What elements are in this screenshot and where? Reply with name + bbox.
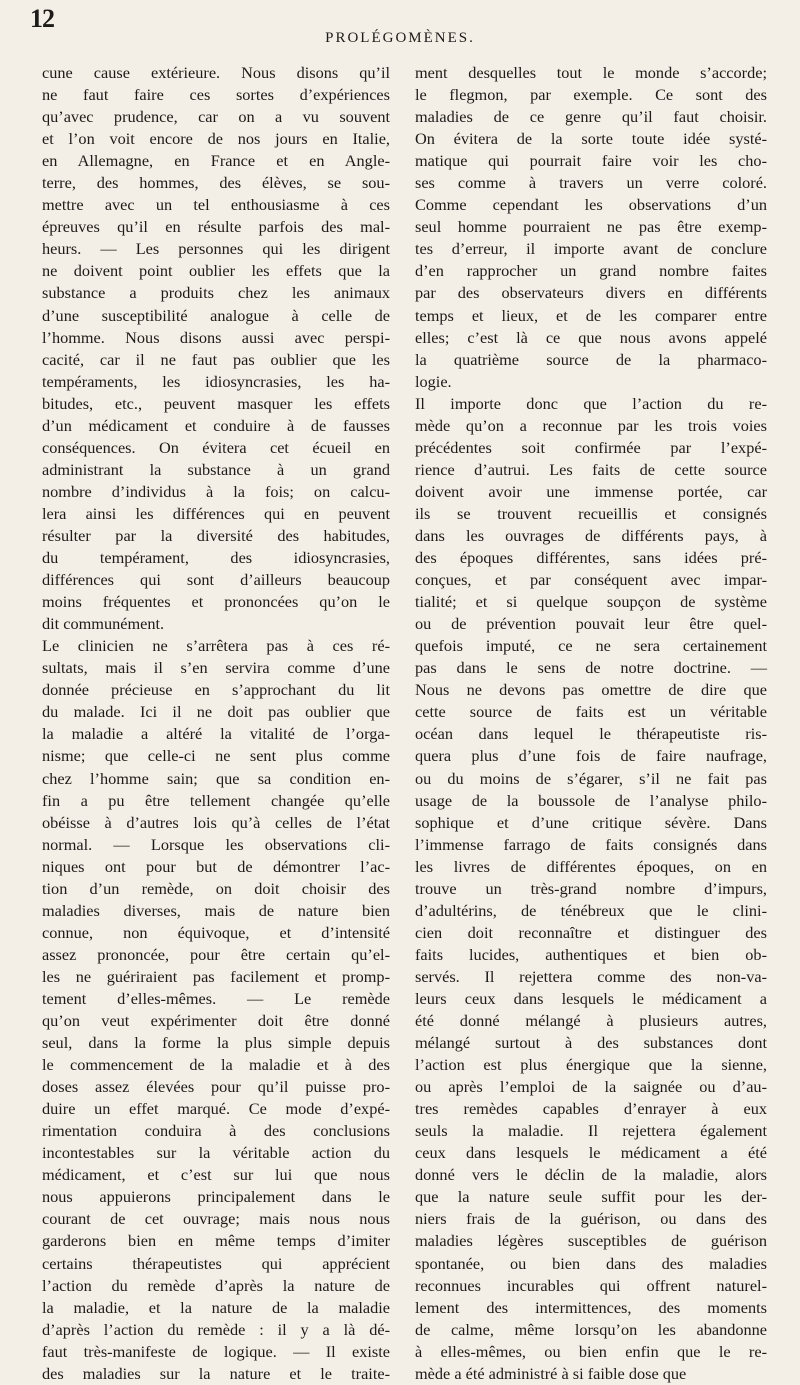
text-line: incontestables sur la véritable action du <box>42 1143 390 1163</box>
text-line: elles; c’est là ce que nous avons appelé <box>415 327 767 347</box>
text-line: tres remèdes capables d’enrayer à eux <box>415 1099 767 1119</box>
text-line: d’en rapprocher un grand nombre faites <box>415 261 767 281</box>
text-line: dans les ouvrages de différents pays, à <box>415 525 767 545</box>
text-line: d’après l’action du remède : il y a là dé- <box>42 1319 390 1339</box>
text-line: la maladie, et la nature de la maladie <box>42 1297 390 1317</box>
text-line: logie. <box>415 371 452 391</box>
text-line: garderons bien en même temps d’imiter <box>42 1231 390 1251</box>
text-line: ils se trouvent recueillis et consignés <box>415 503 767 523</box>
text-line: seul, dans la forme la plus simple depuis <box>42 1033 390 1053</box>
text-line: conçues, et par conséquent avec impar- <box>415 570 767 590</box>
text-line: différences qui sont d’ailleurs beaucoup <box>42 570 390 590</box>
text-line: seul homme pourraient ne pas être exemp- <box>415 217 767 237</box>
left-column <box>42 62 390 1385</box>
text-line: spontanée, ou bien dans des maladies <box>415 1253 767 1273</box>
text-line: quera plus d’une fois de faire naufrage, <box>415 746 767 766</box>
text-line: sultats, mais il s’en servira comme d’une <box>42 658 390 678</box>
text-line: substance a produits chez les animaux <box>42 283 390 303</box>
text-line: Le clinicien ne s’arrêtera pas à ces ré- <box>42 636 390 656</box>
text-line: la maladie a altéré la vitalité de l’orga- <box>42 724 390 744</box>
text-line: la quatrième source de la pharmaco- <box>415 349 767 369</box>
text-line: fin a pu être tellement changée qu’elle <box>42 790 390 810</box>
text-line: tialité; et si quelque soupçon de système <box>415 592 767 612</box>
text-line: nisme; que celle-ci ne sent plus comme <box>42 746 390 766</box>
text-line: l’action est plus énergique que la sienne, <box>415 1055 767 1075</box>
text-line: les ne guériraient pas facilement et promp- <box>42 966 390 986</box>
text-line: obéisse à d’autres lois qu’à celles de l’état <box>42 812 390 832</box>
text-line: Comme cependant les observations d’un <box>415 195 767 215</box>
text-line: ou après l’emploi de la saignée ou d’au- <box>415 1077 767 1097</box>
text-line: d’un médicament et conduire à de fausses <box>42 415 390 435</box>
text-line: doses assez élevées pour qu’il puisse pro- <box>42 1077 390 1097</box>
text-line: ou du moins de s’égarer, s’il ne fait pas <box>415 768 767 788</box>
text-line: reconnues incurables qui offrent naturel- <box>415 1275 767 1295</box>
text-line: seuls la maladie. Il rejettera également <box>415 1121 767 1141</box>
text-line: cette source de faits est un véritable <box>415 702 767 722</box>
text-line: que la nature seule suffit pour les der- <box>415 1187 767 1207</box>
text-line: connue, non équivoque, et d’intensité <box>42 922 390 942</box>
text-line: ses comme à travers un verre coloré. <box>415 173 767 193</box>
text-line: ne faut faire ces sortes d’expériences <box>42 85 390 105</box>
text-line: sophique et d’une critique sévère. Dans <box>415 812 767 832</box>
text-line: d’adultérins, de ténébreux que le clini- <box>415 900 767 920</box>
text-line: nous appuierons principalement dans le <box>42 1187 390 1207</box>
text-line: rimentation conduira à des conclusions <box>42 1121 390 1141</box>
text-line: mède a été administré à si faible dose que <box>415 1363 687 1383</box>
text-line: ou de prévention pouvait leur être quel- <box>415 614 767 634</box>
text-line: cien doit reconnaître et distinguer des <box>415 922 767 942</box>
text-line: quefois imputé, ce ne sera certainement <box>415 636 767 656</box>
text-line: maladies diverses, mais de nature bien <box>42 900 390 920</box>
text-line: l’immense farrago de faits consignés dans <box>415 834 767 854</box>
text-line: trouve un très-grand nombre d’impurs, <box>415 878 767 898</box>
text-line: bitudes, etc., peuvent masquer les effets <box>42 393 390 413</box>
text-line: de calme, même lorsqu’on les abandonne <box>415 1319 767 1339</box>
text-line: des époques différentes, sans idées pré- <box>415 548 767 568</box>
text-line: et l’on voit encore de nos jours en Italie, <box>42 129 390 149</box>
text-line: ceux dans lesquels le médicament a été <box>415 1143 767 1163</box>
text-line: à elles-mêmes, ou bien enfin que le re- <box>415 1341 767 1361</box>
text-line: épreuves qu’il en résulte parfois des mal- <box>42 217 390 237</box>
text-line: assez prononcée, pour être certain qu’el- <box>42 944 390 964</box>
right-column <box>415 62 767 1385</box>
text-line: ne doivent point oublier les effets que la <box>42 261 390 281</box>
text-line: leurs ceux dans lesquels le médicament a <box>415 988 767 1008</box>
text-line: ment desquelles tout le monde s’accorde; <box>415 63 767 82</box>
text-line: usage de la boussole de l’analyse philo- <box>415 790 767 810</box>
text-line: On évitera de la sorte toute idée systé- <box>415 129 767 149</box>
text-line: des maladies sur la nature et le traite- <box>42 1363 390 1383</box>
text-line: été donné mélangé à plusieurs autres, <box>415 1011 767 1031</box>
text-line: pas dans le sens de notre doctrine. — <box>415 658 767 678</box>
text-line: Il importe donc que l’action du re- <box>415 393 767 413</box>
text-line: faits lucides, authentiques et bien ob- <box>415 944 767 964</box>
text-line: le commencement de la maladie et à des <box>42 1055 390 1075</box>
text-line: matique qui pourrait faire voir les cho- <box>415 151 767 171</box>
running-head: PROLÉGOMÈNES. <box>325 30 475 46</box>
text-line: chez l’homme sain; que sa condition en- <box>42 768 390 788</box>
text-line: les livres de différentes époques, on en <box>415 856 767 876</box>
text-line: maladies de ce genre qu’il faut choisir. <box>415 107 767 127</box>
text-line: maladies légères susceptibles de guérison <box>415 1231 767 1251</box>
text-line: faut très-manifeste de logique. — Il existe <box>42 1341 390 1361</box>
text-line: donné vers le déclin de la maladie, alors <box>415 1165 767 1185</box>
page-number: 12 <box>30 4 54 33</box>
text-line: mède qu’on a reconnue par les trois voies <box>415 415 767 435</box>
text-line: moins fréquentes et prononcées qu’on le <box>42 592 390 612</box>
text-line: tement d’elles-mêmes. — Le remède <box>42 988 390 1008</box>
text-line: résulter par la diversité des habitudes, <box>42 525 390 545</box>
text-line: mélangé surtout à des substances dont <box>415 1033 767 1053</box>
text-line: normal. — Lorsque les observations cli- <box>42 834 390 854</box>
text-line: niers frais de la guérison, ou dans des <box>415 1209 767 1229</box>
text-line: par des observateurs divers en différents <box>415 283 767 303</box>
text-line: qu’on veut expérimenter doit être donné <box>42 1011 390 1031</box>
text-line: du tempérament, des idiosyncrasies, <box>42 548 390 568</box>
text-line: doivent avoir une immense portée, car <box>415 481 767 501</box>
text-line: dit communément. <box>42 614 165 634</box>
text-line: lement des intermittences, des moments <box>415 1297 767 1317</box>
text-line: l’homme. Nous disons aussi avec perspi- <box>42 327 390 347</box>
text-line: tion d’un remède, on doit choisir des <box>42 878 390 898</box>
text-line: médicament, et c’est sur lui que nous <box>42 1165 390 1185</box>
text-line: lera ainsi les différences qui en peuvent <box>42 503 390 523</box>
text-line: d’une susceptibilité analogue à celle de <box>42 305 390 325</box>
text-line: conséquences. On évitera cet écueil en <box>42 437 390 457</box>
text-line: tes d’erreur, il importe avant de conclure <box>415 239 767 259</box>
text-line: courant de cet ouvrage; mais nous nous <box>42 1209 390 1229</box>
text-line: niques ont pour but de démontrer l’ac- <box>42 856 390 876</box>
text-line: l’action du remède d’après la nature de <box>42 1275 390 1295</box>
text-line: cune cause extérieure. Nous disons qu’il <box>42 63 390 82</box>
text-line: temps et lieux, et de les comparer entre <box>415 305 767 325</box>
text-line: du malade. Ici il ne doit pas oublier que <box>42 702 390 722</box>
text-line: tempéraments, les idiosyncrasies, les ha- <box>42 371 390 391</box>
text-line: le flegmon, par exemple. Ce sont des <box>415 85 767 105</box>
text-line: mettre avec un tel enthousiasme à ces <box>42 195 390 215</box>
text-line: qu’avec prudence, car on a vu souvent <box>42 107 390 127</box>
text-line: précédentes soit confirmée par l’expé- <box>415 437 767 457</box>
text-line: donnée précieuse en s’approchant du lit <box>42 680 390 700</box>
text-line: duire un effet marqué. Ce mode d’expé- <box>42 1099 390 1119</box>
text-line: en Allemagne, en France et en Angle- <box>42 151 390 171</box>
text-line: terre, des hommes, des élèves, se sou- <box>42 173 390 193</box>
text-line: administrant la substance à un grand <box>42 459 390 479</box>
text-line: heurs. — Les personnes qui les dirigent <box>42 239 390 259</box>
text-line: rience d’autrui. Les faits de cette source <box>415 459 767 479</box>
text-line: certains thérapeutistes qui apprécient <box>42 1253 390 1273</box>
text-line: Nous ne devons pas omettre de dire que <box>415 680 767 700</box>
text-line: servés. Il rejettera comme des non-va- <box>415 966 767 986</box>
text-line: cacité, car il ne faut pas oublier que les <box>42 349 390 369</box>
text-line: océan dans lequel le thérapeutiste ris- <box>415 724 767 744</box>
text-line: nombre d’individus à la fois; on calcu- <box>42 481 390 501</box>
